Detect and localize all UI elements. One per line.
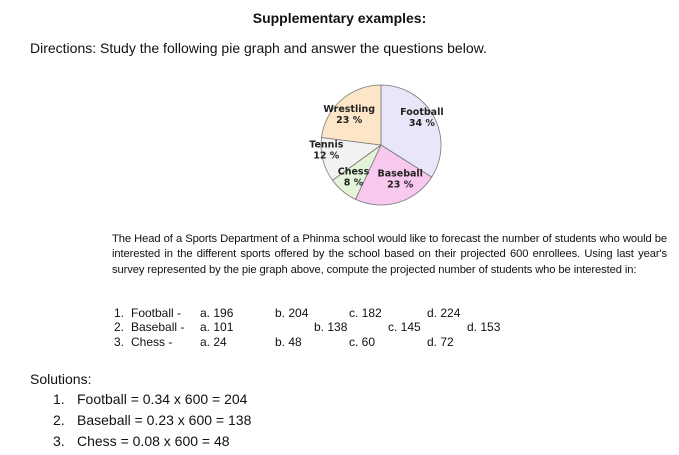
question-1-choice-d: d. 224 (427, 306, 461, 320)
solution-1-text: Football = 0.34 x 600 = 204 (77, 391, 248, 407)
pie-value-football: 34 % (408, 118, 435, 130)
solution-3-number: 3. (53, 433, 65, 449)
pie-label-tennis: Tennis (309, 139, 344, 151)
question-3-number: 3. (114, 335, 125, 349)
pie-value-baseball: 23 % (387, 179, 414, 191)
solutions-heading: Solutions: (30, 371, 92, 387)
directions-text: Directions: Study the following pie graph and answer the questions below. (30, 40, 487, 56)
question-3-label: Chess - (131, 335, 173, 349)
question-3-choice-d: d. 72 (427, 335, 454, 349)
problem-paragraph: The Head of a Sports Department of a Phinma school would like to forecast the number of students who would be interested in the different sports offered by the school based on their projected 600 enrollees. Using last year's survey represented by the pie graph above, compute the projected number of students who be interested in: (112, 233, 667, 276)
solution-2-number: 2. (53, 412, 65, 428)
question-3-choice-c: c. 60 (349, 335, 376, 349)
question-1-choice-c: c. 182 (349, 306, 382, 320)
pie-value-chess: 8 % (343, 177, 364, 189)
question-2-choice-c: c. 145 (388, 320, 421, 334)
solution-3-text: Chess = 0.08 x 600 = 48 (77, 433, 230, 449)
pie-label-wrestling: Wrestling (323, 104, 376, 116)
pie-value-tennis: 12 % (313, 150, 340, 162)
pie-label-chess: Chess (337, 166, 370, 178)
question-2-label: Baseball - (131, 320, 185, 334)
question-2-choice-b: b. 138 (314, 320, 348, 334)
question-3-choice-b: b. 48 (275, 335, 302, 349)
question-1-choice-b: b. 204 (275, 306, 309, 320)
page-heading: Supplementary examples: (252, 10, 427, 26)
question-3-choice-a: a. 24 (200, 335, 227, 349)
pie-label-football: Football (400, 107, 444, 119)
pie-label-baseball: Baseball (377, 168, 423, 180)
question-1-choice-a: a. 196 (200, 306, 234, 320)
question-1-label: Football - (131, 306, 182, 320)
solution-2-text: Baseball = 0.23 x 600 = 138 (77, 412, 252, 428)
sports-pie-chart (309, 80, 444, 210)
pie-value-wrestling: 23 % (336, 115, 363, 127)
question-2-number: 2. (114, 320, 125, 334)
question-1-number: 1. (114, 306, 125, 320)
question-2-choice-d: d. 153 (467, 320, 501, 334)
solution-1-number: 1. (53, 391, 65, 407)
question-2-choice-a: a. 101 (200, 320, 234, 334)
